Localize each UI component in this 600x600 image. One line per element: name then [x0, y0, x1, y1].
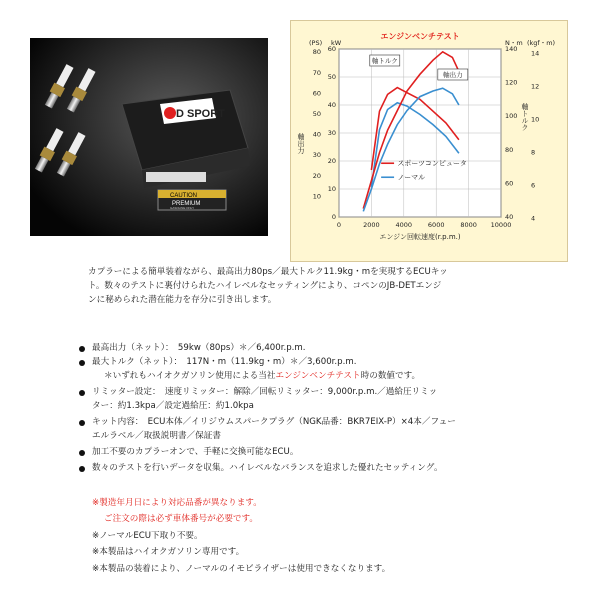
product-illustration: [30, 38, 268, 236]
nm-unit-label: N・m: [505, 39, 523, 47]
bullet-icon: [79, 360, 85, 366]
x-tick-label: 8000: [460, 221, 477, 229]
power-annotation: 軸出力: [443, 71, 463, 79]
left-axis-label: 軸出力: [297, 133, 305, 154]
spec-kit-1: キット内容： ECU本体／イリジウムスパークプラグ（NGK品番：BKR7EIX-P）×4本／フュー: [92, 417, 456, 427]
fuel-label: [158, 190, 226, 210]
kw-tick-label: 40: [327, 101, 336, 109]
kgf-tick-label: 14: [531, 49, 540, 58]
note-immobilizer: ※本製品の装着により、ノーマルのイモビライザーは使用できなくなります。: [92, 564, 391, 574]
bullet-icon: [79, 466, 85, 472]
x-tick-label: 6000: [427, 221, 445, 229]
intro-line-2: ト。数々のテストに裏付けられたハイレベルなセッティングにより、コペンのJB-DETエンジ: [88, 281, 442, 291]
spec-limiter-1: リミッター設定： 速度リミッター：解除／回転リミッター：9,000r.p.m.／過給圧リミッ: [92, 387, 438, 397]
ps-tick-label: 20: [312, 171, 321, 180]
bullet-icon: [79, 390, 85, 396]
bullet-icon: [79, 420, 85, 426]
x-tick-label: 4000: [395, 221, 413, 229]
bullet-icon: [79, 450, 85, 456]
kgf-tick-label: 12: [531, 82, 540, 91]
kgf-tick-label: 6: [531, 181, 536, 190]
kw-tick-label: 50: [327, 73, 336, 81]
nm-tick-label: 140: [505, 45, 518, 53]
kw-unit-label: kW: [331, 39, 342, 47]
kw-tick-label: 10: [327, 185, 336, 193]
kw-tick-label: 60: [327, 45, 336, 53]
torque-annotation: 軸トルク: [371, 57, 398, 65]
legend-label: スポーツコンピュータ: [397, 159, 467, 168]
kgf-tick-label: 8: [531, 148, 536, 157]
chart-svg: [291, 21, 567, 261]
x-axis-label: エンジン回転速度(r.p.m.): [379, 233, 461, 241]
ps-tick-label: 60: [312, 89, 321, 98]
spec-note: [104, 370, 420, 383]
nm-tick-label: 120: [505, 78, 518, 87]
kw-tick-label: 20: [327, 157, 336, 165]
legend-label: ノーマル: [397, 173, 426, 182]
kgf-unit-label: (kgf・m): [527, 39, 556, 47]
nm-tick-label: 60: [505, 179, 514, 188]
x-tick-label: 2000: [363, 221, 380, 229]
spec-coupler: 加工不要のカプラーオンで、手軽に交換可能なECU。: [92, 447, 299, 457]
ps-tick-label: 30: [312, 151, 321, 160]
logo-icon: [164, 107, 176, 119]
bullet-icon: [79, 346, 85, 352]
spec-tests: 数々のテストを行いデータを収集。ハイレベルなバランスを追求した優れたセッティング。: [92, 463, 443, 473]
spec-max-output: 最高出力（ネット）： 59kw（80ps）＊／6,400r.p.m.: [92, 343, 306, 353]
nm-tick-label: 80: [505, 145, 514, 154]
logo-text: D SPORT: [176, 108, 225, 120]
x-tick-label: 0: [336, 221, 342, 229]
spec-limiter-2: ター：約1.3kpa／設定過給圧：約1.0kpa: [92, 401, 254, 411]
engine-bench-chart: [290, 20, 568, 262]
spec-kit-2: エルラベル／取扱説明書／保証書: [92, 431, 221, 441]
intro-line-3: ンに秘められた潜在能力を存分に引き出します。: [88, 295, 277, 305]
nm-tick-label: 100: [505, 112, 518, 121]
warning-line-1: ※製造年月日により対応品番が異なります。: [92, 498, 262, 508]
kgf-tick-label: 10: [531, 115, 540, 124]
note-ecu: ※ノーマルECU下取り不要。: [92, 531, 203, 541]
ps-tick-label: 80: [312, 48, 321, 57]
spec-note-post: 時の数値です。: [360, 371, 421, 381]
premium-text: PREMIUM: [172, 201, 201, 207]
note-gasoline: ※本製品はハイオクガソリン専用です。: [92, 547, 245, 557]
ps-tick-label: 40: [312, 130, 321, 139]
spec-note-highlight: エンジンベンチテスト: [275, 371, 361, 381]
ps-tick-label: 50: [312, 110, 321, 119]
x-tick-label: 10000: [490, 221, 512, 229]
caution-text: CAUTION: [170, 193, 197, 199]
ps-tick-label: 10: [312, 192, 321, 201]
nm-tick-label: 40: [505, 213, 514, 221]
spec-max-torque: 最大トルク（ネット）： 117N・m（11.9kg・m）＊／3,600r.p.m.: [92, 357, 357, 367]
intro-line-1: カプラーによる簡単装着ながら、最高出力80ps／最大トルク11.9kg・mを実現するECUキッ: [88, 267, 448, 277]
kgf-tick-label: 4: [531, 214, 536, 223]
gasoline-text: GASOLINE ONLY: [170, 206, 195, 210]
ps-unit-label: (PS): [309, 39, 323, 47]
spec-note-pre: ＊いずれもハイオクガソリン使用による当社: [104, 371, 276, 381]
ps-tick-label: 70: [312, 68, 321, 77]
kw-tick-label: 0: [331, 213, 336, 221]
warning-line-2: ご注文の際は必ず車体番号が必要です。: [104, 514, 259, 524]
kw-tick-label: 30: [327, 129, 336, 137]
product-photo: [30, 38, 268, 236]
chart-title: エンジンベンチテスト: [380, 32, 460, 41]
right-axis-label: 軸トルク: [521, 103, 529, 131]
